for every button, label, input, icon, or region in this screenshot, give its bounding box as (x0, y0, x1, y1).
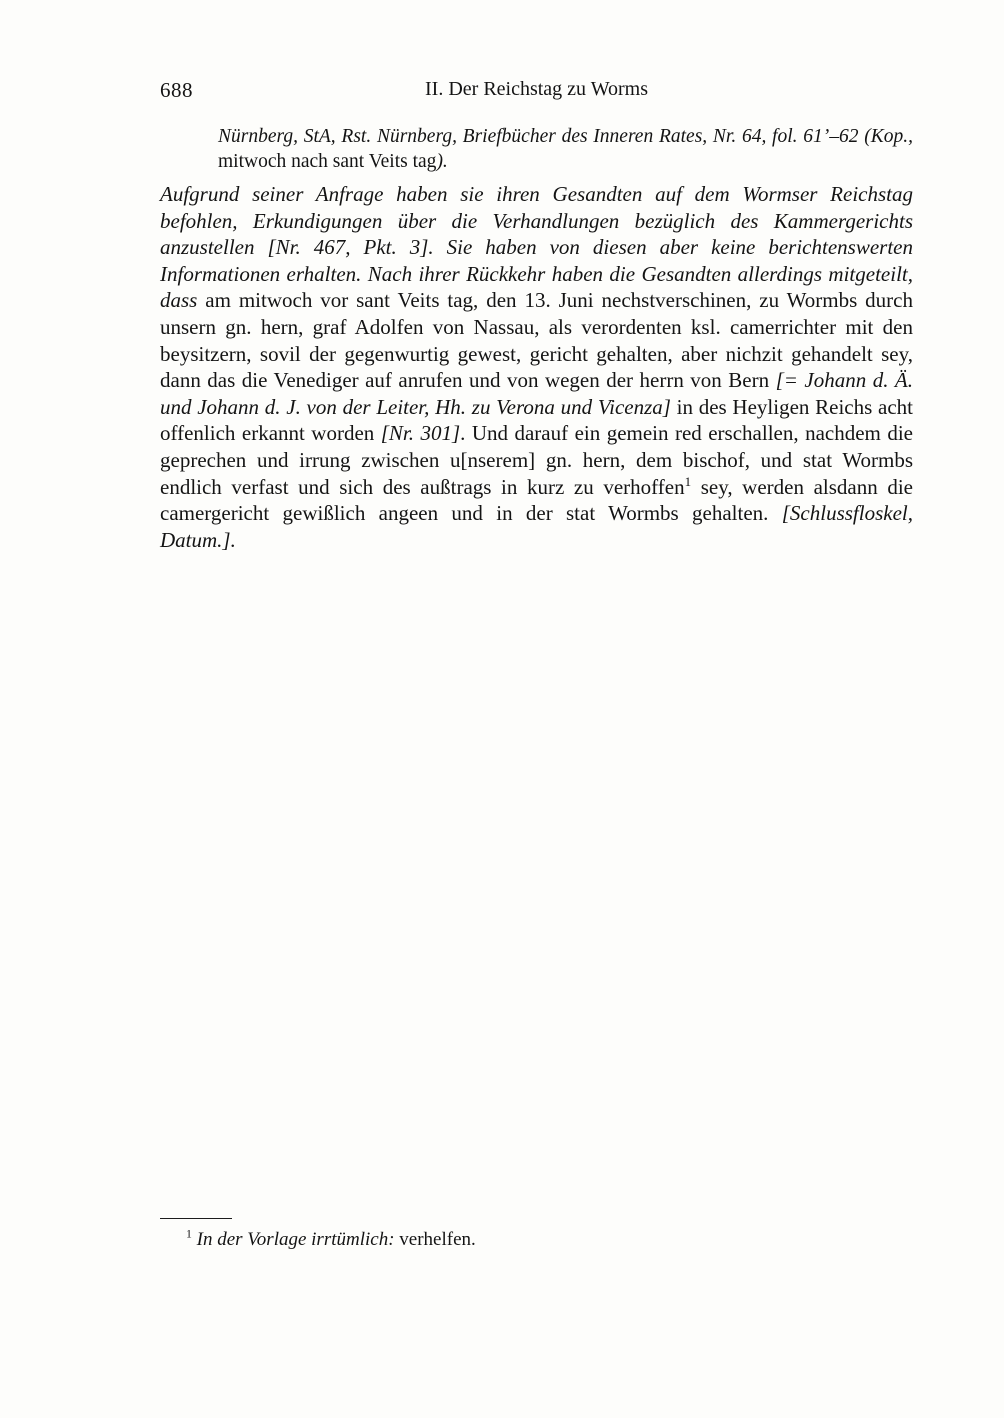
page-header (160, 78, 913, 108)
text-block (160, 78, 913, 553)
footnote-area (160, 1218, 913, 1252)
page-number: 688 (160, 78, 193, 102)
running-title: II. Der Reichstag zu Worms (425, 78, 648, 100)
footnote-separator (160, 1218, 232, 1219)
source-citation: Nürnberg, StA, Rst. Nürnberg, Briefbücher des Inneren Rates, Nr. 64, fol. 61’–62 (Kop., mitwoch nach sant Veits tag). (218, 126, 913, 172)
regest-paragraph: Aufgrund seiner Anfrage haben sie ihren Gesandten auf dem Wormser Reichstag befohlen, Erkundigungen über die Verhandlungen bezüglich des Kammergerichts anzustellen [Nr. 467, Pkt. 3]. Sie haben von diesen aber keine berichtenswerten Informationen erhalten. Nach ihrer Rückkehr haben die Gesandten allerdings mitgeteilt, dass am mitwoch vor sant Veits tag, den 13. Juni nechstverschinen, zu Wormbs durch unsern gn. hern, graf Adolfen von Nassau, als verordenten ksl. camerrichter mit den beysitzern, sovil der gegenwurtig gewest, gericht gehalten, aber nichzit gehandelt sey, dann das die Venediger auf anrufen und von wegen der herrn von Bern [= Johann d. Ä. und Johann d. J. von der Leiter, Hh. zu Verona und Vicenza] in des Heyligen Reichs acht offenlich erkannt worden [Nr. 301]. Und darauf ein gemein red erschallen, nachdem die geprechen und irrung zwischen u[nserem] gn. hern, dem bischof, und stat Wormbs endlich verfast und sich des außtrags in kurz zu verhoffen$^1$ sey, werden alsdann die camergericht gewißlich angeen und in der stat Wormbs gehalten. [Schlussfloskel, Datum.]. (160, 182, 914, 552)
footnote: $^1$ In der Vorlage irrtümlich: verhelfen. (186, 1227, 476, 1250)
